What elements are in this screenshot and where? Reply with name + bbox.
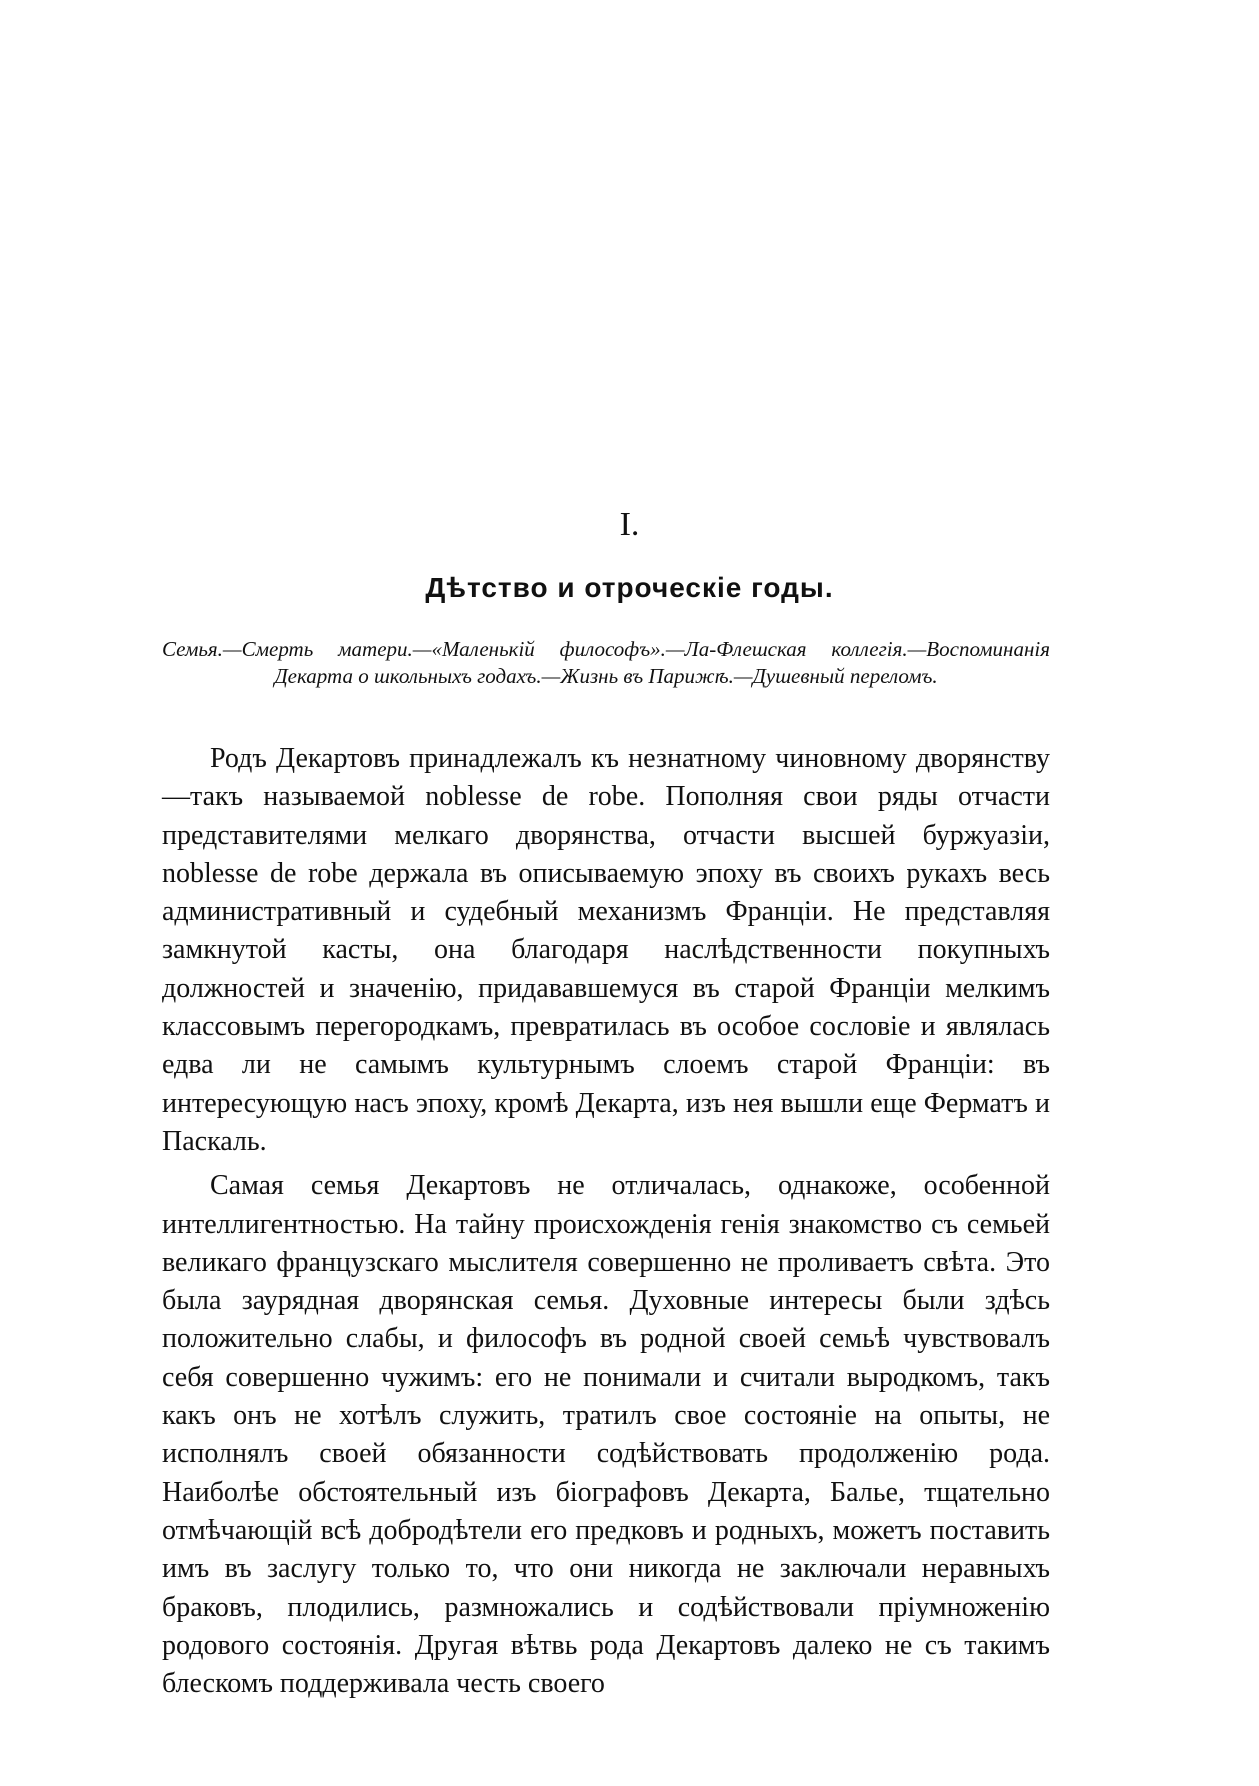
paragraph-1: Родъ Декартовъ принадлежалъ къ незнатному чиновному дворянству—такъ называемой noblesse de robe. Пополняя свои ряды отчасти представителями мелкаго дворянства, отчасти высшей буржуазіи, noblesse de robe держала въ описываемую эпоху въ своихъ рукахъ весь административный и судебный механизмъ Франціи. Не представляя замкнутой касты, она благодаря наслѣдственности покупныхъ должностей и значенію, придававшемуся въ старой Франціи мелкимъ классовымъ перегородкамъ, превратилась въ особое сословіе и являлась едва ли не самымъ культурнымъ слоемъ старой Франціи: въ интересующую насъ эпоху, кромѣ Декарта, изъ нея вышли еще Ферматъ и Паскаль.: [162, 743, 1050, 1157]
chapter-number: I.: [619, 506, 640, 543]
chapter-title: Дѣтство и отроческіе годы.: [425, 572, 834, 603]
paragraph-2: Самая семья Декартовъ не отличалась, однакоже, особенной интеллигентностью. На тайну происхожденія генія знакомство съ семьей великаго французскаго мыслителя совершенно не проливаетъ свѣта. Это была заурядная дворянская семья. Духовные интересы были здѣсь положительно слабы, и философъ въ родной своей семьѣ чувствовалъ себя совершенно чужимъ: его не понимали и считали выродкомъ, такъ какъ онъ не хотѣлъ служить, тратилъ свое состояніе на опыты, не исполнялъ своей обязанности содѣйствовать продолженію рода. Наиболѣе обстоятельный изъ біографовъ Декарта, Балье, тщательно отмѣчающій всѣ добродѣтели его предковъ и родныхъ, можетъ поставить имъ въ заслугу только то, что они никогда не заключали неравныхъ браковъ, плодились, размножались и содѣйствовали пріумноженію родового состоянія. Другая вѣтвь рода Декартовъ далеко не съ такимъ блескомъ поддерживала честь своего: [162, 1170, 1050, 1700]
chapter-summary: Семья.—Смерть матери.—«Маленькій философъ».—Ла-Флешская коллегія.—Воспоминанія Декарта о школьныхъ годахъ.—Жизнь въ Парижѣ.—Душевный переломъ.: [162, 637, 1050, 688]
body-text: [162, 740, 1050, 1709]
